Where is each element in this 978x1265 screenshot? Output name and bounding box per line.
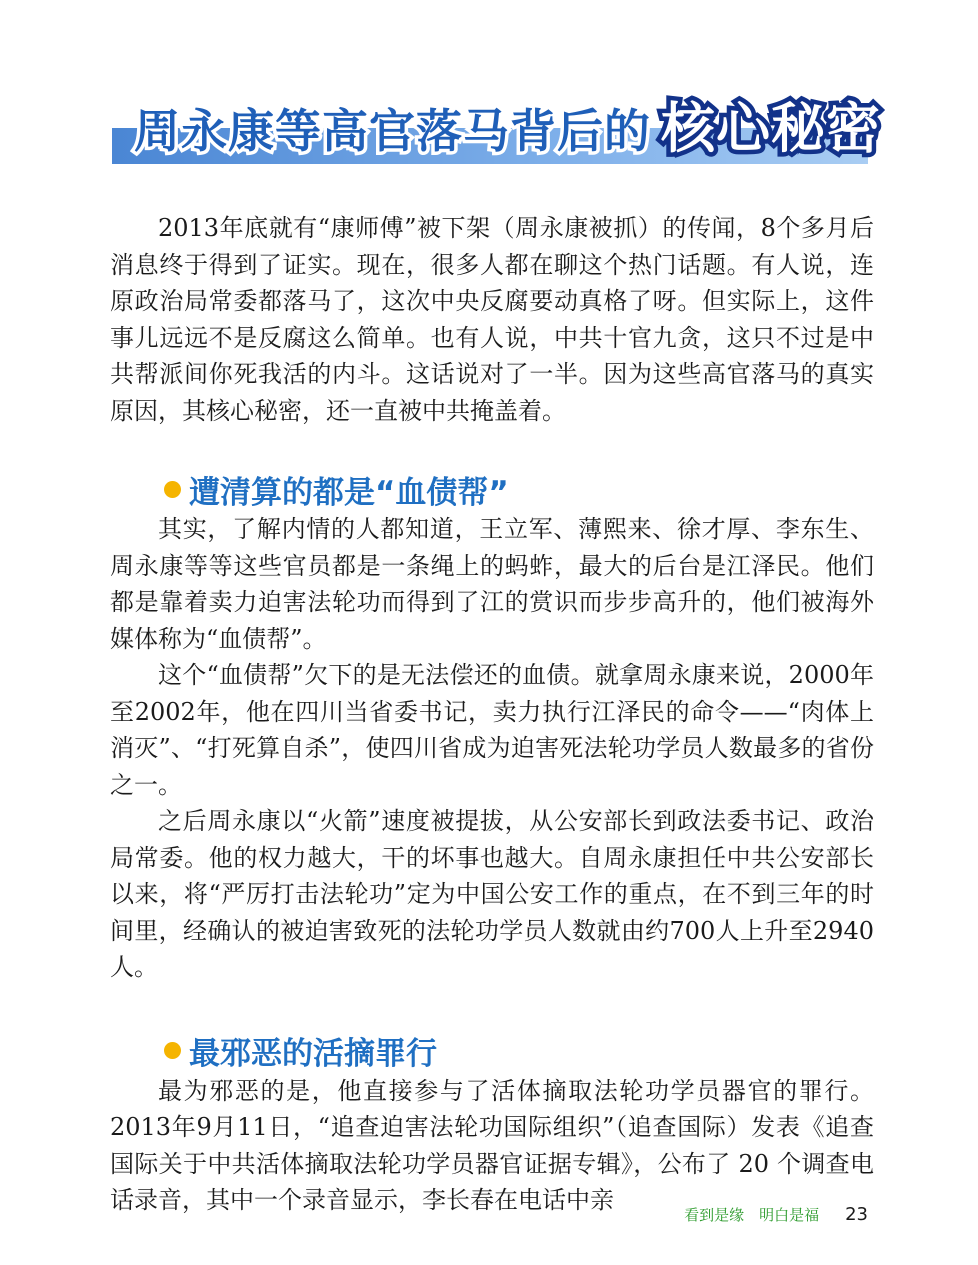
page-footer bbox=[684, 1204, 868, 1225]
bullet-dot-icon bbox=[164, 481, 181, 498]
page-number: 23 bbox=[845, 1204, 868, 1225]
section-1-paragraph: 其实，了解内情的人都知道，王立军、薄熙来、徐才厚、李东生、周永康等等这些官员都是一条绳上的蚂蚱，最大的后台是江泽民。他们都是靠着卖力迫害法轮功而得到了江的赏识而步步高升的，他们被海外媒体称为“血债帮”。 bbox=[110, 515, 874, 653]
section-1-paragraph: 之后周永康以“火箭”速度被提拔，从公安部长到政法委书记、政治局常委。他的权力越大，干的坏事也越大。自周永康担任中共公安部长以来，将“严厉打击法轮功”定为中国公安工作的重点，在不到三年的时间里，经确认的被迫害致死的法轮功学员人数就由约700人上升至2940人。 bbox=[110, 807, 874, 981]
intro-paragraph: 2013年底就有“康师傅”被下架（周永康被抓）的传闻，8个多月后消息终于得到了证实。现在，很多人都在聊这个热门话题。有人说，连原政治局常委都落马了，这次中央反腐要动真格了呀。但实际上，这件事儿远远不是反腐这么简单。也有人说，中共十官九贪，这只不过是中共帮派间你死我活的内斗。这话说对了一半。因为这些高官落马的真实原因，其核心秘密，还一直被中共掩盖着。 bbox=[110, 214, 874, 425]
article-body bbox=[110, 210, 874, 1219]
section-1-paragraph: 这个“血债帮”欠下的是无法偿还的血债。就拿周永康来说，2000年至2002年，他在四川当省委书记，卖力执行江泽民的命令——“肉体上消灭”、“打死算自杀”，使四川省成为迫害死法轮功学员人数最多的省份之一。 bbox=[110, 661, 874, 799]
footer-slogan: 看到是缘 明白是福 bbox=[684, 1206, 820, 1224]
page-title bbox=[134, 86, 881, 163]
section-2-paragraph: 最为邪恶的是，他直接参与了活体摘取法轮功学员器官的罪行。2013年9月11日，“追查迫害法轮功国际组织”（追查国际）发表《追查国际关于中共活体摘取法轮功学员器官证据专辑》，公布了 20 个调查电话录音，其中一个录音显示，李长春在电话中亲 bbox=[110, 1076, 874, 1214]
section-heading-organ-harvesting bbox=[110, 1029, 874, 1073]
section-heading-text: 最邪恶的活摘罪行 bbox=[189, 1036, 437, 1072]
page-title-accent: 核心秘密 bbox=[661, 97, 881, 160]
section-heading-text: 遭清算的都是“血债帮” bbox=[189, 474, 509, 511]
bullet-dot-icon bbox=[164, 1042, 181, 1059]
page-title-main: 周永康等高官落马背后的 bbox=[134, 104, 651, 158]
section-heading-blood-debt bbox=[110, 467, 874, 511]
